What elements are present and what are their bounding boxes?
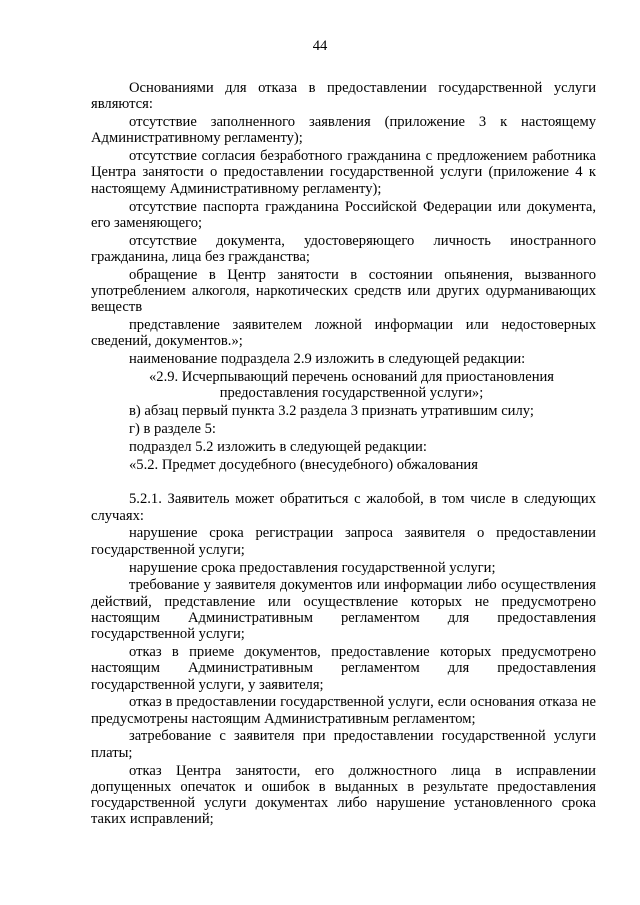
list-item-correction-refusal: отказ Центра занятости, его должностного лица в исправлении допущенных опечаток и ошибок в выданных в результате предоставления государственной услуги документах либо нарушение установленного срока таких исправлений; bbox=[91, 762, 596, 828]
paragraph-subsection-5-2-edit: подраздел 5.2 изложить в следующей редакции: bbox=[129, 438, 427, 455]
paragraph-5-2-1: 5.2.1. Заявитель может обратиться с жалобой, в том числе в следующих случаях: bbox=[91, 491, 596, 524]
paragraph-no-consent: отсутствие согласия безработного гражданина с предложением работника Центра занятости о предоставлении государственной услуги (приложение 4 к настоящему Административному регламенту); bbox=[91, 148, 596, 197]
document-body bbox=[91, 80, 596, 829]
blank-line bbox=[91, 474, 596, 491]
list-item-refusal-to-accept: отказ в приеме документов, предоставление которых предусмотрено настоящим Административным регламентом для предоставления государственной услуги, у заявителя; bbox=[91, 644, 596, 693]
paragraph-subsection-2-9-title: «2.9. Исчерпывающий перечень оснований для приостановления предоставления государственной услуги»; bbox=[148, 369, 555, 402]
paragraph-intoxication: обращение в Центр занятости в состоянии опьянения, вызванного употреблением алкоголя, наркотических средств или других одурманивающих веществ bbox=[91, 266, 596, 316]
list-item-extra-documents: требование у заявителя документов или информации либо осуществления действий, представление или осуществление которых не предусмотрено настоящим Административным регламентом для предоставления государственной услуги; bbox=[91, 577, 596, 643]
list-item-refusal-to-provide: отказ в предоставлении государственной услуги, если основания отказа не предусмотрены настоящим Административным регламентом; bbox=[91, 694, 596, 727]
list-item-registration-violation: нарушение срока регистрации запроса заявителя о предоставлении государственной услуги; bbox=[91, 525, 596, 558]
paragraph-item-v: в) абзац первый пункта 3.2 раздела 3 признать утратившим силу; bbox=[129, 403, 534, 420]
paragraph-no-passport: отсутствие паспорта гражданина Российской Федерации или документа, его заменяющего; bbox=[91, 198, 596, 231]
paragraph-refusal-grounds: Основаниями для отказа в предоставлении государственной услуги являются: bbox=[91, 80, 596, 113]
paragraph-false-information: представление заявителем ложной информации или недостоверных сведений, документов.»; bbox=[91, 317, 596, 350]
section-heading-5-2: «5.2. Предмет досудебного (внесудебного) обжалования bbox=[129, 456, 478, 473]
page-number: 44 bbox=[312, 38, 328, 54]
paragraph-no-application: отсутствие заполненного заявления (приложение 3 к настоящему Административному регламенту); bbox=[91, 114, 596, 147]
paragraph-rename-subsection: наименование подраздела 2.9 изложить в следующей редакции: bbox=[129, 351, 526, 368]
list-item-deadline-violation: нарушение срока предоставления государственной услуги; bbox=[129, 559, 496, 576]
paragraph-no-identity-document: отсутствие документа, удостоверяющего личность иностранного гражданина, лица без гражданства; bbox=[91, 232, 596, 265]
paragraph-item-g: г) в разделе 5: bbox=[129, 420, 216, 437]
list-item-fee-demand: затребование с заявителя при предоставлении государственной услуги платы; bbox=[91, 728, 596, 761]
